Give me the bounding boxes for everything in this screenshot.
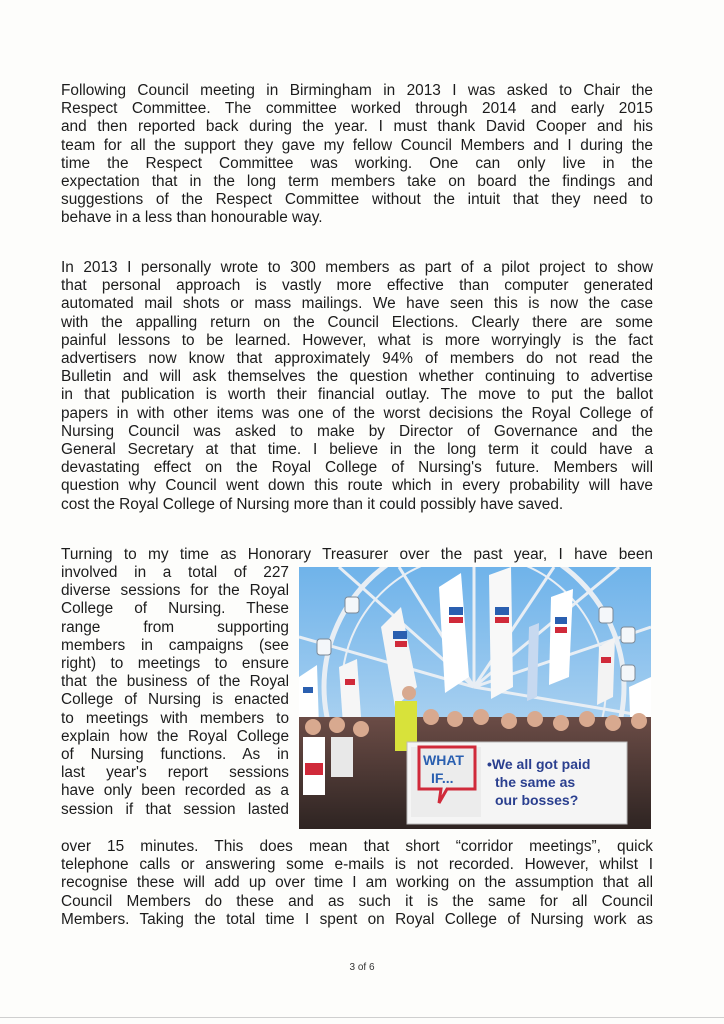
text-line: session if that session lasted (61, 800, 289, 818)
text-line: painful lessons to be learned. However, what is more worryingly is the fact (61, 331, 653, 349)
text-line: to meetings with members to (61, 709, 289, 727)
text-line: involved in a total of 227 (61, 564, 289, 581)
text-line: diverse sessions for the Royal (61, 582, 289, 600)
paragraph-treasurer-wrapped (61, 564, 289, 819)
text-line: Bulletin and will ask themselves the question whether continuing to advertise (61, 368, 653, 386)
text-line: cost the Royal College of Nursing more than it could possibly have saved. (61, 495, 564, 513)
text-line: recognise these will add up over time I am working on the assumption that all (61, 874, 653, 892)
text-line: expectation that in the long term members take on board the findings and (61, 173, 653, 191)
text-line: team for all the support they gave my fellow Council Members and I during the (61, 136, 653, 154)
text-line: General Secretary at that time. I believe in the long term it could have a (61, 441, 653, 459)
text-line: Turning to my time as Honorary Treasurer over the past year, I have been (61, 546, 653, 563)
text-line: Nursing Council was asked to make by Director of Governance and the (61, 422, 653, 440)
text-line: that the business of the Royal (61, 673, 289, 691)
text-line: last year's report sessions (61, 764, 289, 782)
campaign-photo-illustration (299, 567, 651, 829)
paragraph-treasurer-continued (61, 838, 653, 929)
text-line: right) to meetings to ensure (61, 655, 289, 673)
text-line: College of Nursing. These (61, 600, 289, 618)
text-line: have only been recorded as a (61, 782, 289, 800)
page-edge (0, 1017, 724, 1018)
text-line: devastating effect on the Royal College of Nursing's future. Members will (61, 459, 653, 477)
text-line: automated mail shots or mass mailings. We have seen this is now the case (61, 295, 653, 313)
text-line: and then reported back during the year. I must thank David Cooper and his (61, 118, 653, 136)
text-line: In 2013 I personally wrote to 300 members as part of a pilot project to show (61, 259, 653, 276)
page-number: 3 of 6 (349, 962, 375, 973)
text-line: over 15 minutes. This does mean that short “corridor meetings”, quick (61, 838, 653, 855)
text-line: members in campaigns (see (61, 636, 289, 654)
text-line: of Nursing functions. As in (61, 746, 289, 764)
campaign-photo (299, 567, 651, 829)
text-line: suggestions of the Respect Committee without the intuit that they need to (61, 191, 653, 209)
banner-left-text: WHAT IF... (423, 752, 464, 786)
text-line: College of Nursing is enacted (61, 691, 289, 709)
paragraph-treasurer-intro (61, 546, 653, 564)
text-line: time the Respect Committee was working. One can only live in the (61, 154, 653, 172)
text-line: behave in a less than honourable way. (61, 209, 323, 227)
text-line: explain how the Royal College (61, 727, 289, 745)
text-line: advertisers now know that approximately 94% of members do not read the (61, 350, 653, 368)
paragraph-pilot-project (61, 259, 653, 514)
text-line: range from supporting (61, 618, 289, 636)
text-line: question why Council went down this route which in every probability will have (61, 477, 653, 495)
paragraph-respect-committee (61, 82, 653, 228)
text-line: Following Council meeting in Birmingham in 2013 I was asked to Chair the (61, 82, 653, 99)
text-line: papers in with other items was one of the worst decisions the Royal College of (61, 404, 653, 422)
text-line: in that publication is worth their financial outlay. The move to put the ballot (61, 386, 653, 404)
text-line: with the appalling return on the Council Elections. Clearly there are some (61, 313, 653, 331)
text-line: Members. Taking the total time I spent on Royal College of Nursing work as (61, 910, 653, 928)
text-line: Council Members do these and as such it is the same for all Council (61, 892, 653, 910)
banner-right-text: •We all got paid the same as our bosses? (487, 756, 591, 808)
protest-banner (407, 742, 627, 824)
text-line: that personal approach is vastly more effective than computer generated (61, 277, 653, 295)
text-line: Respect Committee. The committee worked through 2014 and early 2015 (61, 100, 653, 118)
text-line: telephone calls or answering some e-mails is not recorded. However, whilst I (61, 856, 653, 874)
